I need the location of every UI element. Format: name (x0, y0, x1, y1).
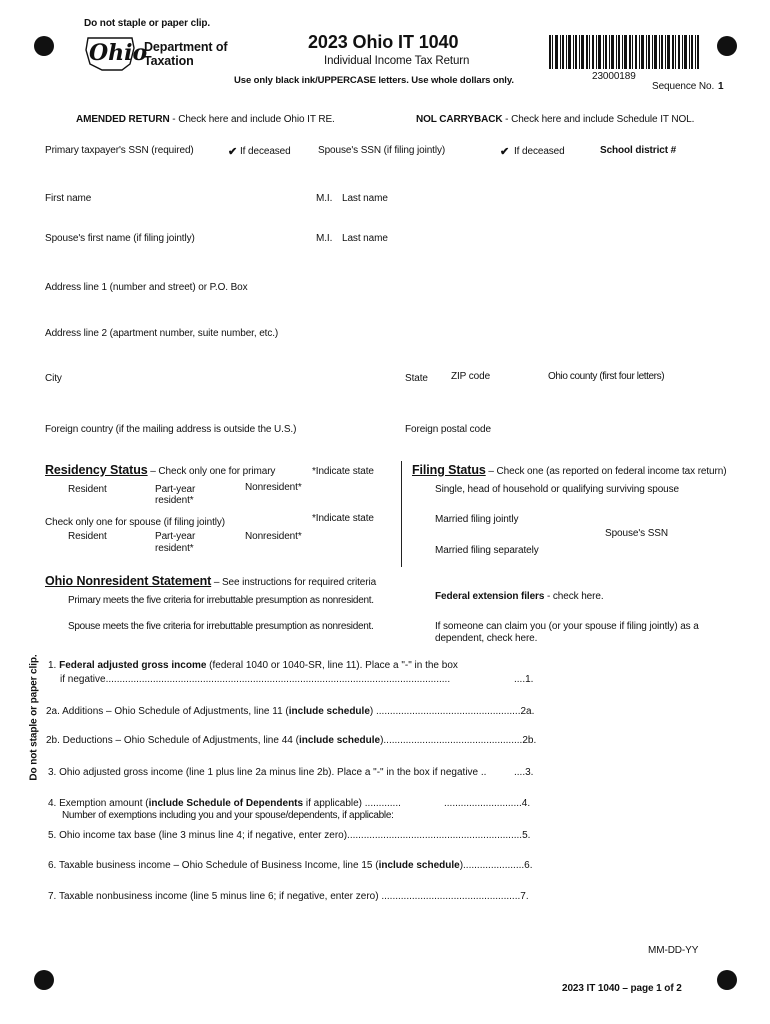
date-format-label: MM-DD-YY (648, 945, 699, 956)
line-5-income-tax-base: 5. Ohio income tax base (line 3 minus line 4; if negative, enter zero)...............................................................5. (48, 830, 531, 841)
address-line1-label: Address line 1 (number and street) or P.O. Box (45, 282, 248, 293)
primary-resident-option[interactable]: Resident (68, 484, 107, 495)
spouse-last-name-label: Last name (342, 233, 388, 244)
spouse-indicate-state-note: *Indicate state (312, 513, 374, 524)
state-label: State (405, 373, 428, 384)
school-district-label: School district # (600, 145, 677, 156)
department-name-line1: Department of (144, 40, 228, 54)
ohio-county-label: Ohio county (first four letters) (548, 371, 665, 382)
line-3-ohio-agi: 3. Ohio adjusted gross income (line 1 plus line 2a minus line 2b). Place a "-" in the box if negative .. (48, 767, 487, 778)
line-4-number: ............................4. (444, 798, 531, 809)
spouse-nonresident-option[interactable]: Nonresident* (245, 531, 302, 542)
line-2b-deductions: 2b. Deductions – Ohio Schedule of Adjustments, line 44 (include schedule)..................................................2b. (46, 735, 537, 746)
zip-code-label: ZIP code (451, 371, 491, 382)
line-7-nonbusiness-income: 7. Taxable nonbusiness income (line 5 minus line 6; if negative, enter zero) ..................................................7. (48, 891, 529, 902)
filing-spouse-ssn-label: Spouse's SSN (605, 528, 668, 539)
spouse-first-name-label: Spouse's first name (if filing jointly) (45, 233, 195, 244)
primary-deceased-label: If deceased (240, 146, 291, 157)
primary-nonresident-criteria-option[interactable]: Primary meets the five criteria for irrebuttable presumption as nonresident. (68, 595, 374, 606)
city-label: City (45, 373, 62, 384)
line-1-federal-agi: 1. Federal adjusted gross income (federal 1040 or 1040-SR, line 11). Place a "-" in the box (48, 660, 458, 671)
filing-status-separate-option[interactable]: Married filing separately (435, 545, 539, 556)
nol-carryback-checkbox-label[interactable]: NOL CARRYBACK - Check here and include Schedule IT NOL. (416, 114, 695, 125)
filing-status-heading: Filing Status – Check one (as reported on federal income tax return) (412, 463, 727, 477)
spouse-resident-option[interactable]: Resident (68, 531, 107, 542)
foreign-postal-code-label: Foreign postal code (405, 424, 491, 435)
spouse-part-year-option-line2: resident* (155, 543, 194, 554)
spouse-middle-initial-label: M.I. (316, 233, 333, 244)
dependent-checkbox-label-line1[interactable]: If someone can claim you (or your spouse if filing jointly) as a (435, 621, 699, 632)
primary-deceased-check-icon[interactable]: ✔ (228, 146, 238, 158)
residency-status-heading: Residency Status – Check only one for primary (45, 463, 276, 477)
nonresident-statement-heading: Ohio Nonresident Statement – See instructions for required criteria (45, 574, 377, 588)
primary-ssn-label: Primary taxpayer's SSN (required) (45, 145, 194, 156)
staple-note: Do not staple or paper clip. (84, 18, 211, 29)
line-1-number: ....1. (514, 674, 534, 685)
line-4-exemption-amount: 4. Exemption amount (include Schedule of Dependents if applicable) ............. (48, 798, 401, 809)
page-number: 2023 IT 1040 – page 1 of 2 (562, 983, 682, 994)
ink-instructions: Use only black ink/UPPERCASE letters. Use whole dollars only. (234, 75, 514, 86)
first-name-label: First name (45, 193, 92, 204)
spouse-residency-heading: Check only one for spouse (if filing jointly) (45, 517, 226, 528)
primary-part-year-option-line1[interactable]: Part-year (155, 484, 196, 495)
barcode (549, 35, 699, 69)
registration-mark-top-left (34, 36, 54, 56)
department-name-line2: Taxation (144, 54, 194, 68)
section-divider (401, 461, 402, 567)
sequence-label: Sequence No. (652, 81, 715, 92)
registration-mark-bottom-left (34, 970, 54, 990)
federal-extension-checkbox-label[interactable]: Federal extension filers - check here. (435, 591, 604, 602)
filing-status-single-option[interactable]: Single, head of household or qualifying surviving spouse (435, 484, 680, 495)
ohio-logo (82, 34, 148, 74)
middle-initial-label: M.I. (316, 193, 333, 204)
form-subtitle: Individual Income Tax Return (324, 55, 470, 67)
foreign-country-label: Foreign country (if the mailing address is outside the U.S.) (45, 424, 297, 435)
primary-nonresident-option[interactable]: Nonresident* (245, 482, 302, 493)
spouse-deceased-check-icon[interactable]: ✔ (500, 146, 510, 158)
indicate-state-note: *Indicate state (312, 466, 374, 477)
dependent-checkbox-label-line2: dependent, check here. (435, 633, 538, 644)
spouse-deceased-label: If deceased (514, 146, 565, 157)
address-line2-label: Address line 2 (apartment number, suite number, etc.) (45, 328, 279, 339)
filing-status-joint-option[interactable]: Married filing jointly (435, 514, 519, 525)
registration-mark-bottom-right (717, 970, 737, 990)
sequence-value: 1 (718, 81, 724, 92)
line-4-exemptions-count: Number of exemptions including you and your spouse/dependents, if applicable: (62, 810, 394, 821)
spouse-ssn-label: Spouse's SSN (if filing jointly) (318, 145, 446, 156)
spouse-part-year-option-line1[interactable]: Part-year (155, 531, 196, 542)
line-1-continuation: if negative............................................................................................................................ (60, 674, 451, 685)
primary-part-year-option-line2: resident* (155, 495, 194, 506)
form-title: 2023 Ohio IT 1040 (308, 32, 459, 52)
last-name-label: Last name (342, 193, 388, 204)
line-2a-additions: 2a. Additions – Ohio Schedule of Adjustments, line 11 (include schedule) ....................................................2a. (46, 706, 535, 717)
barcode-number: 23000189 (592, 71, 636, 82)
line-6-business-income: 6. Taxable business income – Ohio Schedule of Business Income, line 15 (include schedule)......................6. (48, 860, 533, 871)
registration-mark-top-right (717, 36, 737, 56)
spouse-nonresident-criteria-option[interactable]: Spouse meets the five criteria for irrebuttable presumption as nonresident. (68, 621, 374, 632)
amended-return-checkbox-label[interactable]: AMENDED RETURN - Check here and include Ohio IT RE. (76, 114, 335, 125)
line-3-number: ....3. (514, 767, 534, 778)
ohio-logo-text: Ohio (89, 40, 148, 66)
side-staple-note: Do not staple or paper clip. (28, 654, 40, 781)
